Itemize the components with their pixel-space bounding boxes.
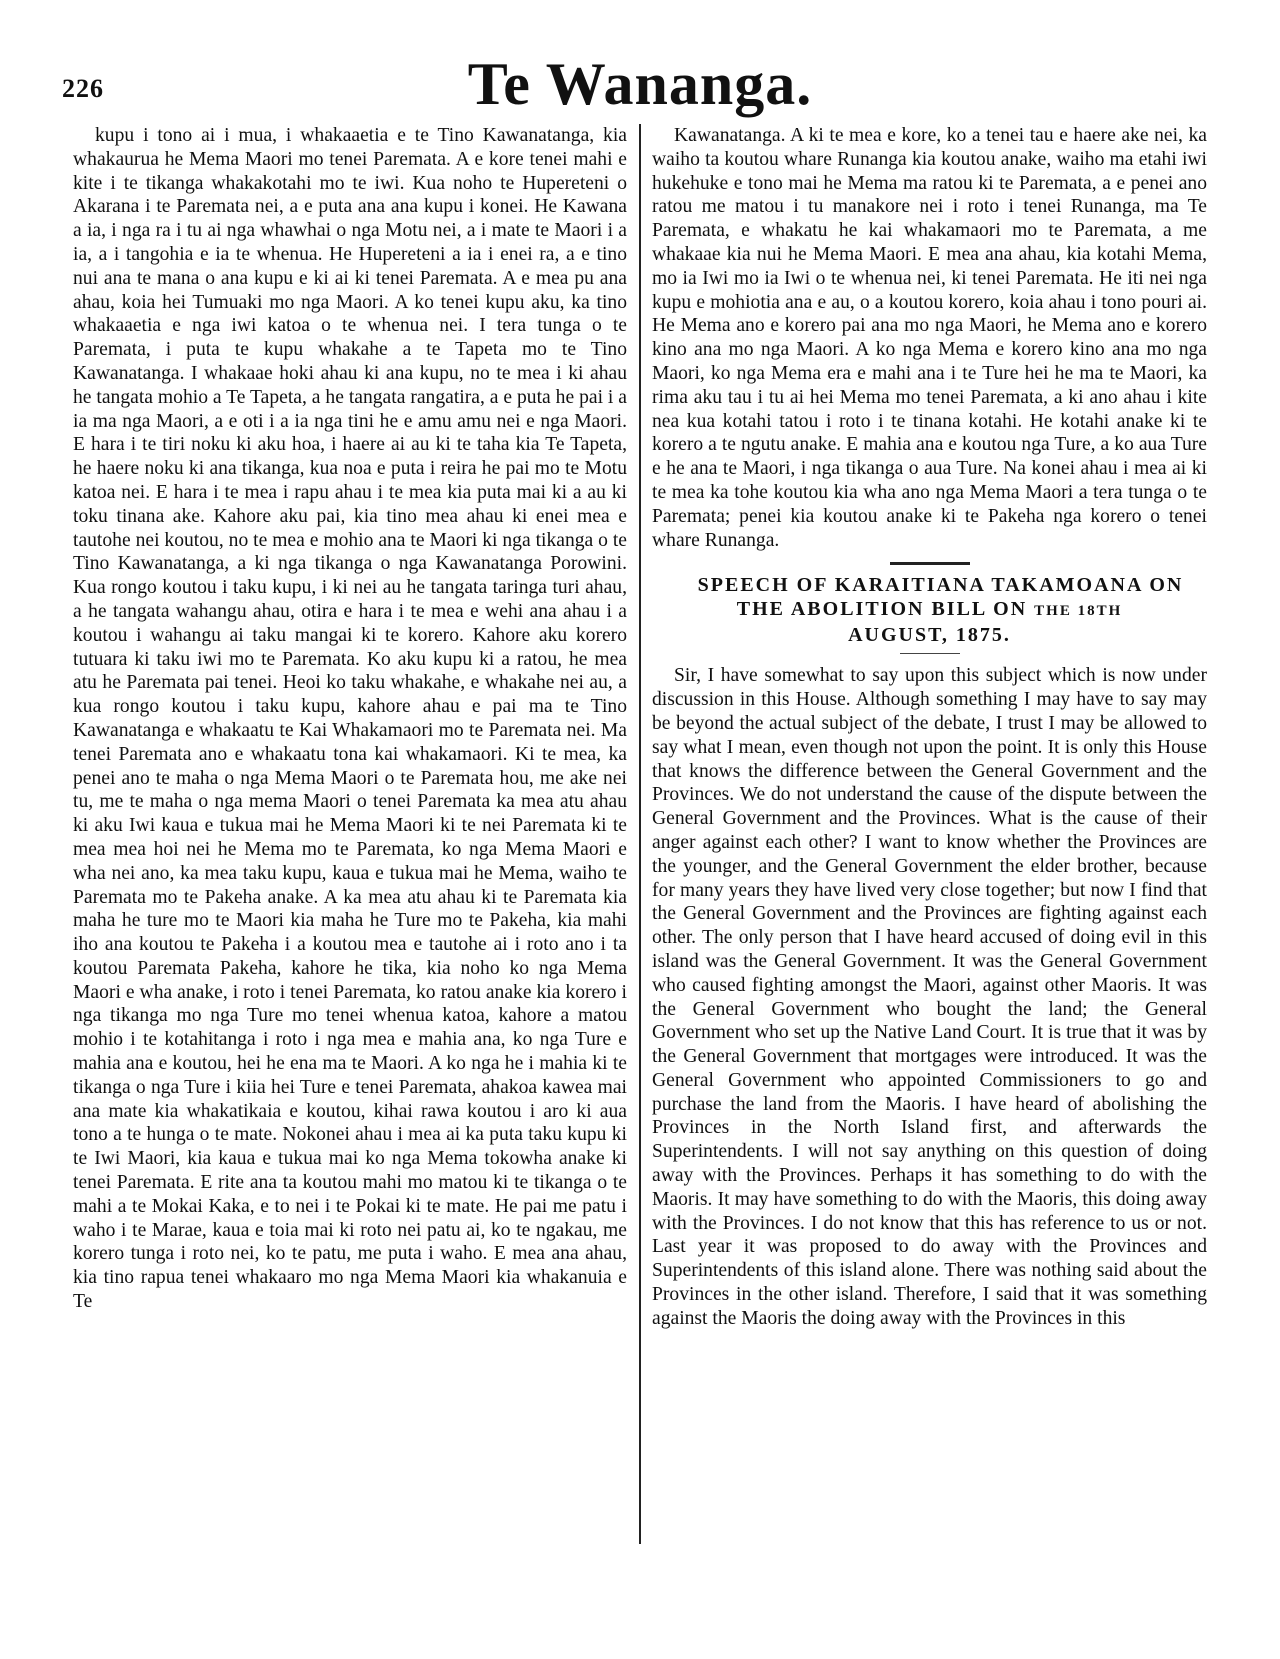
masthead-title: Te Wananga. [467,51,813,117]
maori-paragraph: Kawanatanga. A ki te mea e kore, ko a tenei tau e haere ake nei, ka waiho ta koutou whare Runanga kia koutou anake, waiho ma etahi iwi hukehuke e tono mai he Mema ma ratou ki te Paremata, a e penei ano ratou me matou i tu manakore nei i roto i tenei Runanga, ma Te Paremata, e whakatu he kai whakamaori mo te Paremata, a me whakaae kia nui he Mema Maori. E mea ana ahau, kia kotahi Mema, mo ia Iwi mo ia Iwi o te whenua nei, ki tenei Paremata. He iti nei nga kupu e mohiotia ana e au, o a koutou korero, koia ahau i tono pouri ai. He Mema ano e korero pai ana mo nga Maori, he Mema ano e korero kino ana mo nga Maori. A ko nga Mema e korero kino ana mo nga Maori, ko nga Mema era e mahi ana i te Ture hei he ma te Maori, ka rima aku tau i tu ai hei Mema mo tenei Paremata, a ki ano ahau i kite nea kua kotahi tatou i roto i te tinana kotahi. He kotahi anake ki te korero a te ngutu anake. E mahia ana e koutou nga Ture, a ko aua Ture e he ana te Maori, i nga tikanga o aua Ture. Na konei ahau i mea ai ki te mea ka tohe koutou kia wha ano nga Mema Maori a tera tunga o te Paremata; penei kia koutou anake ki te Pakeha nga korero o tenei whare Runanga. [652,125,1207,551]
left-column [73,124,627,1314]
page-number: 226 [62,74,104,103]
speech-heading-date: THE 18TH [1034,603,1123,620]
right-column [652,124,1207,1331]
english-paragraph: Sir, I have somewhat to say upon this subject which is now under discussion in this House. Although something I may have to say may be beyond the actual subject of the debate, I trust I may be allowed to say what I mean, even though not upon the point. It is only this House that knows the difference between the General Government and the Provinces. We do not understand the cause of the dispute between the General Government and the Provinces. What is the cause of their anger against each other? I want to know whether the Provinces are the younger, and the General Government the elder brother, because for many years they have lived very close together; but now I find that the General Government and the Provinces are fighting against each other. The only person that I have heard accused of doing evil in this island was the General Government. It was the General Government who caused fighting amongst the Maori, against other Maoris. It was the General Government who bought the land; the General Government who set up the Native Land Court. It is true that it was by the General Government that mortgages were introduced. It was the General Government who appointed Commissioners to go and purchase the land from the Maoris. I have heard of abolishing the Provinces in the North Island first, and afterwards the Superintendents. I will not say anything on this question of doing away with the Provinces. Perhaps it has something to do with the Maoris. It may have something to do with the Maoris, this doing away with the Provinces. I do not know that this has reference to us or not. Last year it was proposed to do away with the Provinces and Superintendents of this island alone. There was nothing said about the Provinces in the other island. Therefore, I said that it was something against the Maoris the doing away with the Provinces in this [652,665,1207,1329]
speech-heading-main: SPEECH OF KARAITIANA TAKAMOANA ON THE ABOLITION BILL ON [697,574,1184,621]
heading-rule [900,653,960,654]
speech-heading-month: AUGUST, 1875. [848,624,1011,647]
column-divider [639,124,641,1544]
maori-paragraph: kupu i tono ai i mua, i whakaaetia e te Tino Kawanatanga, kia whakaurua he Mema Maori mo tenei Paremata. A e kore tenei mahi e kite i te tikanga whakakotahi mo te iwi. Kua noho te Hupereteni o Akarana i te Paremata nei, a e puta ana ana kupu i konei. He Kawana a ia, i nga ra i tu ai nga whawhai o nga Motu nei, a i mate te Maori i a ia, a i tangohia e ia te whenua. He Hupereteni a ia i enei ra, a e tino nui ana te mana o ana kupu e ki ai ki tenei Paremata. A e mea pu ana ahau, koia hei Tumuaki mo nga Maori. A ko tenei kupu aku, ka tino whakaaetia e nga iwi katoa o te whenua nei. I tera tunga o te Paremata, i puta te kupu whakahe a te Tapeta mo te Tino Kawanatanga. I whakaae hoki ahau ki ana kupu, no te mea i ki ahau he tangata mohio a Te Tapeta, a he tangata rangatira, a e puta he pai i a ia ma nga Maori, a e oti i a ia nga tini he e amu amu nei e nga Maori. E hara i te tiri noku ki aku hoa, i haere ai au ki te taha kia Te Tapeta, he haere noku ki ana tikanga, kua noa e puta i reira he pai mo te Motu katoa nei. E hara i te mea i rapu ahau i te mea kia puta mai ki a au ki toku tinana ake. Kahore aku pai, kia tino mea ahau ki enei mea e tautohe nei koutou, no te mea e mohio ana te Maori ki nga tikanga o te Tino Kawanatanga, a ki nga tikanga o nga Kawanatanga Porowini. Kua rongo koutou i taku kupu, i ki nei au he tangata taringa turi ahau, a he tangata wahangu ahau, otira e hara i te mea e wehi ana ahau i a koutou i wahangu ai taku mangai ki te korero. Kahore aku korero tutuara ki taku iwi mo te Paremata. Ko aku kupu ki a ratou, he mea atu he Paremata pai tenei. Heoi ko taku whakahe, e whakahe nei au, a kua rongo koutou i taku kupu, kahore ahau e pai ma te Tino Kawanatanga e whakaatu te Kai Whakamaori mo te Paremata nei. Ma tenei Paremata ano e whakaatu tona kai whakamaori. Ki te mea, ka penei ano te maha o nga Mema Maori o te Paremata hou, me ake nei tu, me te maha o nga mema Maori o tenei Paremata ka mea atu ahau ki aku Iwi kaua e tukua mai he Mema Maori ki te nei Paremata ki te mea mea hoi nei he Mema mo te Paremata, ko nga Mema Maori e wha nei ano, ka mea taku kupu, kaua e tukua mai he Mema, waiho te Paremata mo te Pakeha anake. A ka mea atu ahau ki te Paremata kia maha he ture mo te Maori kia maha he Ture mo te Pakeha, kia mahi iho ana koutou te Pakeha i a koutou mea e tautohe ai i roto ano i ta koutou Paremata Pakeha, kahore he tika, kia noho ko nga Mema Maori e wha anake, i roto i tenei Paremata, ko ratou anake kia korero i nga tikanga mo nga Ture mo tenei whenua katoa, kahore a matou mohio i te kotahitanga i roto i nga mea e mahia ana, ko nga Ture e mahia ana e koutou, hei he ena ma te Maori. A ko nga he i mahia ki te tikanga o nga Ture i kiia hei Ture e tenei Paremata, ahakoa kawea mai ana mate kia whakatikaia e koutou, kihai rawa koutou i aro ki aua tono a te hunga o te mate. Nokonei ahau i mea ai ka puta taku kupu ki te Iwi Maori, kia kaua e tukua mai ko nga Mema tokowha anake ki tenei Paremata. E rite ana ta koutou mahi mo matou ki te tikanga o te mahi a te Mokai Kaka, e to nei i te Pokai ki te mate. He pai me patu i waho i te Marae, kaua e toia mai ki roto nei patu ai, ko te ngakau, me korero tunga i roto nei, ko te patu, me puta i waho. E mea ana ahau, kia tino rapua tenei whakaaro mo nga Mema Maori kia whakanuia e Te [73,125,627,1313]
section-divider [890,562,970,565]
speech-heading [652,573,1207,647]
